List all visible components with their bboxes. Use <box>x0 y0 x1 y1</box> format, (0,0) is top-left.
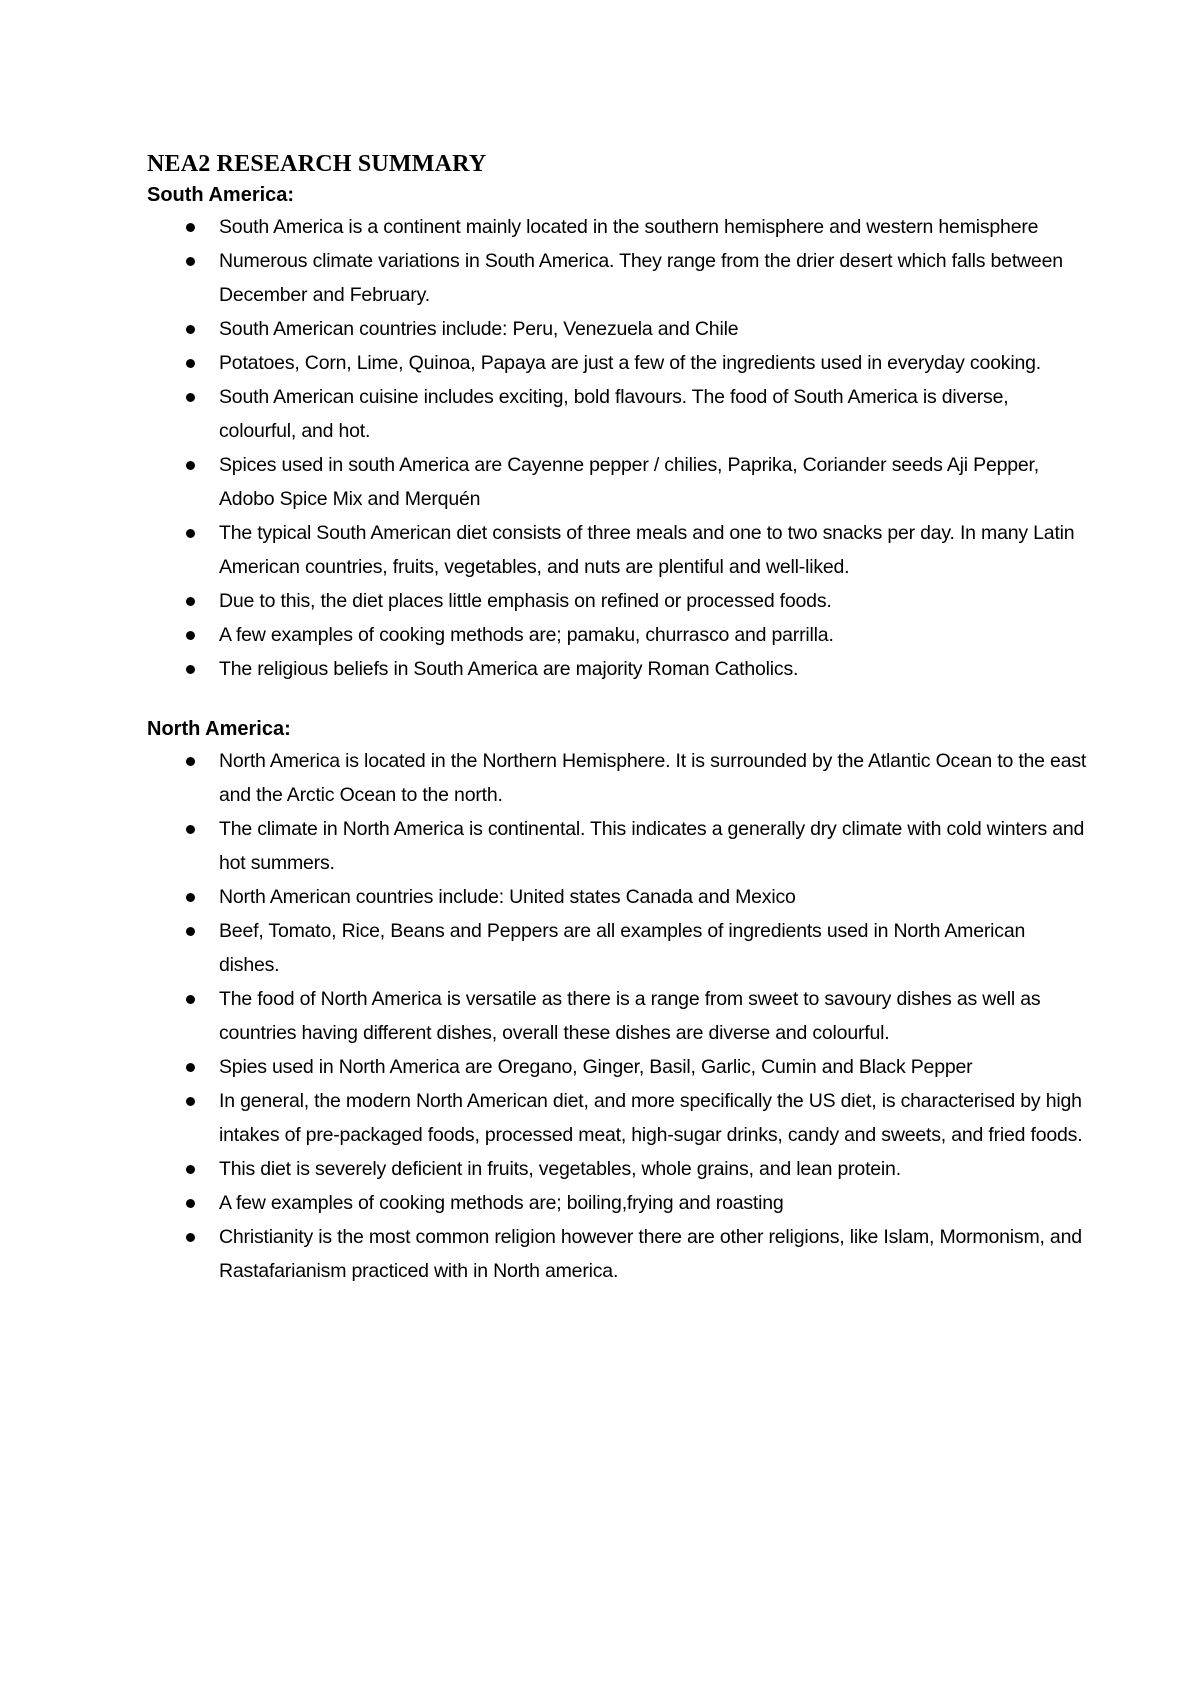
list-item-text: Christianity is the most common religion however there are other religions, like Islam, Mormonism, and Rastafarianism practiced with in North america. <box>219 1226 1082 1282</box>
bullet-icon <box>186 927 195 936</box>
list-item <box>147 584 1087 618</box>
list-item <box>147 812 1087 880</box>
list-item-text: A few examples of cooking methods are; boiling,frying and roasting <box>219 1192 784 1214</box>
bullet-icon <box>186 529 195 538</box>
list-item-text: South America is a continent mainly located in the southern hemisphere and western hemisphere <box>219 216 1039 238</box>
bullet-icon <box>186 893 195 902</box>
list-item <box>147 1084 1087 1152</box>
bullet-icon <box>186 757 195 766</box>
list-item <box>147 744 1087 812</box>
list-item <box>147 652 1087 686</box>
list-item <box>147 618 1087 652</box>
list-item <box>147 244 1087 312</box>
list-item-text: The climate in North America is continental. This indicates a generally dry climate with cold winters and hot summers. <box>219 818 1085 874</box>
list-item-text: In general, the modern North American diet, and more specifically the US diet, is characterised by high intakes of pre-packaged foods, processed meat, high-sugar drinks, candy and sweets, and fried foods. <box>219 1090 1083 1146</box>
bullet-icon <box>186 665 195 674</box>
section-north-america <box>147 714 1087 1288</box>
bullet-icon <box>186 1165 195 1174</box>
bullet-icon <box>186 1199 195 1208</box>
bullet-icon <box>186 631 195 640</box>
section-south-america <box>147 180 1087 686</box>
list-item-text: A few examples of cooking methods are; pamaku, churrasco and parrilla. <box>219 624 834 646</box>
bullet-icon <box>186 325 195 334</box>
list-item-text: Due to this, the diet places little emphasis on refined or processed foods. <box>219 590 832 612</box>
list-item <box>147 1152 1087 1186</box>
bullet-icon <box>186 393 195 402</box>
bullet-icon <box>186 223 195 232</box>
list-item-text: This diet is severely deficient in fruits, vegetables, whole grains, and lean protein. <box>219 1158 901 1180</box>
list-item <box>147 982 1087 1050</box>
list-item <box>147 1220 1087 1288</box>
list-item-text: The food of North America is versatile as there is a range from sweet to savoury dishes as well as countries having different dishes, overall these dishes are diverse and colourful. <box>219 988 1041 1044</box>
list-item-text: Potatoes, Corn, Lime, Quinoa, Papaya are just a few of the ingredients used in everyday cooking. <box>219 352 1041 374</box>
list-item <box>147 914 1087 982</box>
bullet-icon <box>186 461 195 470</box>
list-item <box>147 880 1087 914</box>
list-item <box>147 312 1087 346</box>
list-item-text: Spices used in south America are Cayenne pepper / chilies, Paprika, Coriander seeds Aji Pepper, Adobo Spice Mix and Merquén <box>219 454 1039 510</box>
section-heading: South America: <box>147 184 295 206</box>
list-item <box>147 380 1087 448</box>
list-item-text: North America is located in the Northern Hemisphere. It is surrounded by the Atlantic Ocean to the east and the Arctic Ocean to the north. <box>219 750 1087 806</box>
bullet-icon <box>186 597 195 606</box>
bullet-icon <box>186 1233 195 1242</box>
list-item-text: Beef, Tomato, Rice, Beans and Peppers are all examples of ingredients used in North American dishes. <box>219 920 1026 976</box>
bullet-icon <box>186 359 195 368</box>
bullet-icon <box>186 995 195 1004</box>
list-item <box>147 1050 1087 1084</box>
list-item-text: Numerous climate variations in South America. They range from the drier desert which falls between December and February. <box>219 250 1063 306</box>
list-item-text: Spies used in North America are Oregano, Ginger, Basil, Garlic, Cumin and Black Pepper <box>219 1056 973 1078</box>
list-item-text: South American cuisine includes exciting, bold flavours. The food of South America is diverse, colourful, and hot. <box>219 386 1009 442</box>
bullet-icon <box>186 1063 195 1072</box>
bullet-icon <box>186 825 195 834</box>
list-item-text: The religious beliefs in South America are majority Roman Catholics. <box>219 658 799 680</box>
list-item-text: North American countries include: United states Canada and Mexico <box>219 886 796 908</box>
bullet-icon <box>186 1097 195 1106</box>
bullet-list <box>147 744 1087 1288</box>
list-item-text: The typical South American diet consists of three meals and one to two snacks per day. In many Latin American countries, fruits, vegetables, and nuts are plentiful and well-liked. <box>219 522 1075 578</box>
bullet-icon <box>186 257 195 266</box>
list-item <box>147 346 1087 380</box>
list-item-text: South American countries include: Peru, Venezuela and Chile <box>219 318 739 340</box>
section-heading: North America: <box>147 718 291 740</box>
document-title: NEA2 RESEARCH SUMMARY <box>147 151 487 177</box>
list-item <box>147 210 1087 244</box>
bullet-list <box>147 210 1087 686</box>
list-item <box>147 516 1087 584</box>
document-page <box>147 150 1087 1288</box>
list-item <box>147 1186 1087 1220</box>
list-item <box>147 448 1087 516</box>
